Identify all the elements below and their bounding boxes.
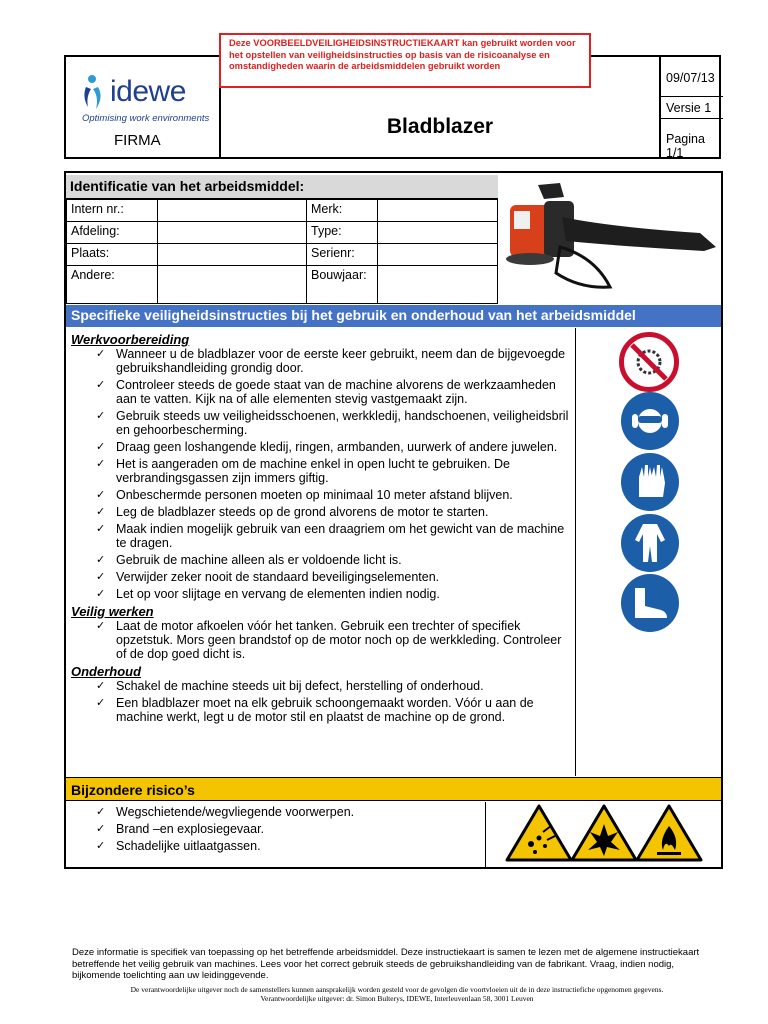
publisher-text: Verantwoordelijke uitgever: dr. Simon Bulterys, IDEWE, Interleuvenlaan 58, 3001 Leuven	[260, 994, 534, 1003]
hazard-icon-row	[487, 802, 721, 867]
table-row	[67, 200, 498, 222]
list-item: ✓ Onbeschermde personen moeten op minimaal 10 meter afstand blijven.	[96, 488, 575, 502]
label-cell: Bouwjaar:	[307, 266, 378, 304]
leaf-blower-image	[500, 177, 720, 301]
table-row	[67, 244, 498, 266]
label-cell: Andere:	[67, 266, 158, 304]
value-field[interactable]	[378, 266, 498, 304]
list-item: ✓ Laat de motor afkoelen vóór het tanken. Gebruik een trechter of specifiek opzetstuk. Mors geen brandstof op de motor noch op de werkkleding. Controleer of de dop goed dicht is.	[96, 619, 575, 661]
value-field[interactable]	[158, 200, 307, 222]
veilig-werken-list	[66, 619, 575, 661]
logo-cell	[66, 57, 221, 157]
werkvoorbereiding-list	[66, 347, 575, 601]
list-item: ✓ Schakel de machine steeds uit bij defect, herstelling of onderhoud.	[96, 679, 575, 693]
list-item: ✓ Schadelijke uitlaatgassen.	[96, 839, 485, 853]
explosion-hazard-icon	[572, 806, 636, 860]
ppe-icon-column	[577, 328, 721, 776]
idewe-logo	[80, 71, 210, 124]
page-number-field: Pagina 1/1	[666, 132, 705, 160]
page-title: Bladblazer	[386, 115, 494, 138]
safety-boots-icon	[621, 574, 679, 632]
no-jewelry-icon	[619, 332, 679, 392]
identification-table	[66, 199, 498, 304]
list-item: ✓ Een bladblazer moet na elk gebruik schoongemaakt worden. Vóór u aan de machine werkt, legt u de motor stil en plaatst de machine op de grond.	[96, 696, 575, 724]
flammable-hazard-icon	[637, 806, 701, 860]
label-cell: Intern nr.:	[67, 200, 158, 222]
list-item: ✓ Wanneer u de bladblazer voor de eerste keer gebruikt, neem dan de bijgevoegde gebruikshandleiding grondig door.	[96, 347, 575, 375]
disclaimer-text: De verantwoordelijke uitgever noch de samenstellers kunnen aansprakelijk worden gesteld voor de gevolgen die voortvloeien uit de in deze instructiefiche opgenomen gegevens.	[130, 985, 664, 994]
value-field[interactable]	[378, 244, 498, 266]
date-field: 09/07/13	[661, 57, 723, 97]
table-row	[67, 222, 498, 244]
logo-name: idewe	[110, 75, 186, 108]
goggles-ear-protection-icon	[621, 392, 679, 450]
value-field[interactable]	[378, 222, 498, 244]
list-item: ✓ Brand –en explosiegevaar.	[96, 822, 485, 836]
label-cell: Type:	[307, 222, 378, 244]
value-field[interactable]	[158, 244, 307, 266]
list-item: ✓ Controleer steeds de goede staat van de machine alvorens de werkzaamheden aan te vatten. Kijk na of alle elementen stevig vastgemaakt zijn.	[96, 378, 575, 406]
instructions-panel	[66, 328, 576, 776]
flying-debris-hazard-icon	[507, 806, 571, 860]
list-item: ✓ Verwijder zeker nooit de standaard beveiligingselementen.	[96, 570, 575, 584]
risks-list	[66, 805, 485, 853]
list-item: ✓ Leg de bladblazer steeds op de grond alvorens de motor te starten.	[96, 505, 575, 519]
list-item: ✓ Draag geen loshangende kledij, ringen, armbanden, uurwerk of andere juwelen.	[96, 440, 575, 454]
coverall-icon	[621, 514, 679, 572]
value-field[interactable]	[378, 200, 498, 222]
example-notice: Deze VOORBEELDVEILIGHEIDSINSTRUCTIEKAART kan gebruikt worden voor het opstellen van veiligheidsinstructies op basis van de risicoanalyse en omstandigheden waarin de arbeidsmiddelen gebruikt worden	[219, 33, 591, 88]
list-item: ✓ Wegschietende/wegvliegende voorwerpen.	[96, 805, 485, 819]
identification-heading: Identificatie van het arbeidsmiddel:	[66, 175, 498, 199]
value-field[interactable]	[158, 266, 307, 304]
list-item: ✓ Gebruik steeds uw veiligheidsschoenen, werkkledij, handschoenen, veiligheidsbril en gehoorbescherming.	[96, 409, 575, 437]
list-item: ✓ Het is aangeraden om de machine enkel in open lucht te gebruiken. De verbrandingsgassen zijn immers giftig.	[96, 457, 575, 485]
table-row	[67, 266, 498, 304]
gloves-icon	[621, 453, 679, 511]
onderhoud-list	[66, 679, 575, 724]
footer-disclaimer	[72, 985, 722, 1003]
risks-heading: Bijzondere risico’s	[66, 777, 721, 801]
instructions-heading: Specifieke veiligheidsinstructies bij het gebruik en onderhoud van het arbeidsmiddel	[66, 305, 721, 327]
company-label: FIRMA	[114, 132, 161, 149]
label-cell: Serienr:	[307, 244, 378, 266]
risks-panel	[66, 802, 486, 867]
version-field: Versie 1	[661, 97, 723, 119]
footer-note: Deze informatie is specifiek van toepassing op het betreffende arbeidsmiddel. Deze instructiekaart is samen te lezen met de algemene instructiekaart betreffende het veilig gebruik van machines. Lees voor het correct gebruik steeds de gebruikshandleiding van de fabrikant. Vraag, indien nodig, bijkomende toelichting aan uw leidinggevende.	[72, 947, 700, 981]
logo-tagline: Optimising work environments	[82, 113, 210, 124]
list-item: ✓ Maak indien mogelijk gebruik van een draagriem om het gewicht van de machine te dragen.	[96, 522, 575, 550]
value-field[interactable]	[158, 222, 307, 244]
section-title-onderhoud: Onderhoud	[71, 664, 142, 679]
list-item: ✓ Let op voor slijtage en vervang de elementen indien nodig.	[96, 587, 575, 601]
section-title-veilig-werken: Veilig werken	[71, 604, 154, 619]
list-item: ✓ Gebruik de machine alleen als er voldoende licht is.	[96, 553, 575, 567]
section-title-werkvoorbereiding: Werkvoorbereiding	[71, 332, 190, 347]
label-cell: Plaats:	[67, 244, 158, 266]
idewe-logo-icon	[80, 73, 108, 113]
label-cell: Afdeling:	[67, 222, 158, 244]
label-cell: Merk:	[307, 200, 378, 222]
